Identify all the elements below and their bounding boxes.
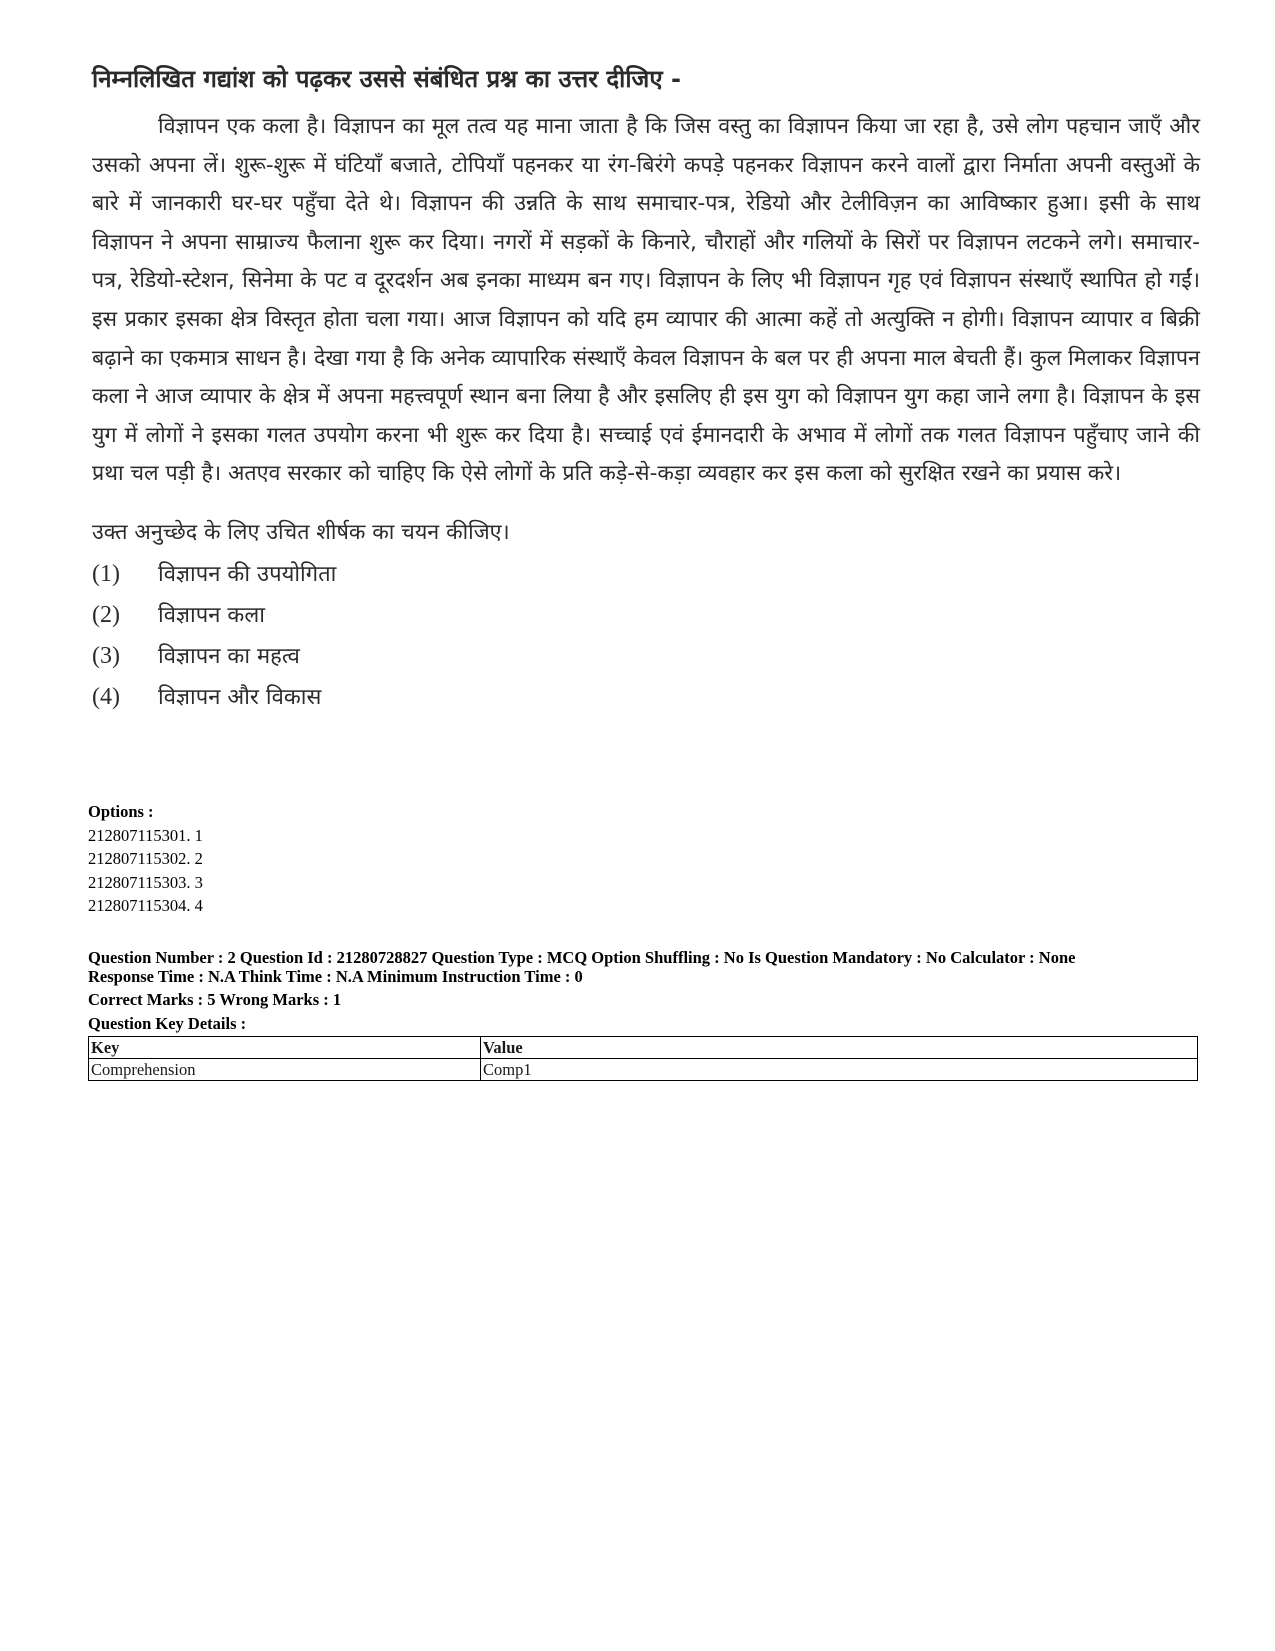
choice-text: विज्ञापन और विकास bbox=[158, 684, 322, 710]
option-id-item: 212807115304. 4 bbox=[88, 896, 203, 915]
question-info-line: Question Number : 2 Question Id : 21280728827 Question Type : MCQ Option Shuffling : No Is Question Mandatory : No Calculator : None bbox=[88, 948, 1076, 967]
table-cell-key: Comprehension bbox=[89, 1059, 481, 1081]
options-section bbox=[88, 800, 1198, 918]
option-id-item: 212807115301. 1 bbox=[88, 825, 203, 845]
key-details-label: Question Key Details : bbox=[88, 1014, 247, 1033]
question-info-line: Response Time : N.A Think Time : N.A Minimum Instruction Time : 0 bbox=[88, 967, 583, 986]
options-label: Options : bbox=[88, 802, 154, 821]
choice-text: विज्ञापन की उपयोगिता bbox=[158, 561, 337, 587]
option-id-item: 212807115302. 2 bbox=[88, 849, 203, 868]
choice-item bbox=[92, 636, 1200, 677]
choice-number: (2) bbox=[92, 601, 120, 628]
choice-list bbox=[92, 554, 1200, 718]
marks-line: Correct Marks : 5 Wrong Marks : 1 bbox=[88, 990, 342, 1009]
option-id-item: 212807115303. 3 bbox=[88, 872, 203, 892]
passage-block bbox=[92, 62, 1200, 718]
passage-text: विज्ञापन एक कला है। विज्ञापन का मूल तत्व यह माना जाता है कि जिस वस्तु का विज्ञापन किया जा रहा है, उसे लोग पहचान जाएँ और उसको अपना लें। शुरू-शुरू में घंटियाँ बजाते, टोपियाँ पहनकर या रंग-बिरंगे कपड़े पहनकर विज्ञापन करने वालों द्वारा निर्माता अपनी वस्तुओं के बारे में जानकारी घर-घर पहुँचा देते थे। विज्ञापन की उन्नति के साथ समाचार-पत्र, रेडियो और टेलीविज़न का आविष्कार हुआ। इसी के साथ विज्ञापन ने अपना साम्राज्य फैलाना शुरू कर दिया। नगरों में सड़कों के किनारे, चौराहों और गलियों के सिरों पर विज्ञापन लटकने लगे। समाचार-पत्र, रेडियो-स्टेशन, सिनेमा के पट व दूरदर्शन अब इनका माध्यम बन गए। विज्ञापन के लिए भी विज्ञापन गृह एवं विज्ञापन संस्थाएँ स्थापित हो गईं। इस प्रकार इसका क्षेत्र विस्तृत होता चला गया। आज विज्ञापन को यदि हम व्यापार की आत्मा कहें तो अत्युक्ति न होगी। विज्ञापन व्यापार व बिक्री बढ़ाने का एकमात्र साधन है। देखा गया है कि अनेक व्यापारिक संस्थाएँ केवल विज्ञापन के बल पर ही अपना माल बेचती हैं। कुल मिलाकर विज्ञापन कला ने आज व्यापार के क्षेत्र में अपना महत्त्वपूर्ण स्थान बना लिया है और इसलिए ही इस युग को विज्ञापन युग कहा जाने लगा है। विज्ञापन के इस युग में लोगों ने इसका गलत उपयोग करना भी शुरू कर दिया है। सच्चाई एवं ईमानदारी के अभाव में लोगों तक गलत विज्ञापन पहुँचाए जाने की प्रथा चल पड़ी है। अतएव सरकार को चाहिए कि ऐसे लोगों के प्रति कड़े-से-कड़ा व्यवहार कर इस कला को सुरक्षित रखने का प्रयास करे। bbox=[92, 114, 1200, 487]
choice-item bbox=[92, 677, 1200, 718]
table-cell-value: Comp1 bbox=[481, 1059, 1198, 1081]
choice-item bbox=[92, 554, 1200, 595]
choice-text: विज्ञापन का महत्व bbox=[158, 643, 300, 669]
table-header-key: Key bbox=[89, 1037, 481, 1059]
passage-heading: निम्नलिखित गद्यांश को पढ़कर उससे संबंधित प्रश्न का उत्तर दीजिए - bbox=[92, 65, 681, 93]
choice-number: (1) bbox=[92, 560, 120, 587]
table-row bbox=[89, 1059, 1198, 1081]
question-info bbox=[88, 948, 1198, 986]
choice-item bbox=[92, 595, 1200, 636]
choice-number: (4) bbox=[92, 683, 120, 710]
choice-number: (3) bbox=[92, 642, 120, 669]
table-header-value: Value bbox=[481, 1037, 1198, 1059]
table-header-row bbox=[89, 1037, 1198, 1059]
question-text: उक्त अनुच्छेद के लिए उचित शीर्षक का चयन कीजिए। bbox=[92, 519, 510, 545]
choice-text: विज्ञापन कला bbox=[158, 602, 265, 628]
key-details-table bbox=[88, 1036, 1198, 1081]
